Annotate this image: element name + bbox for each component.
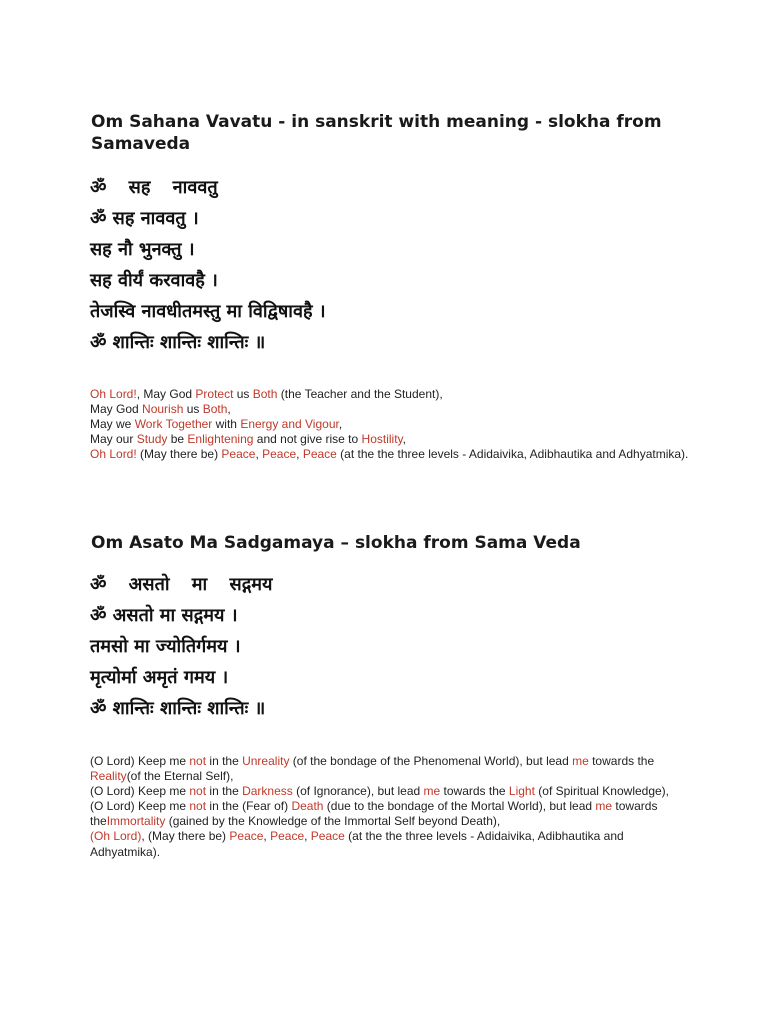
meaning-text: , (255, 447, 263, 462)
meaning-highlight: Peace (262, 447, 297, 462)
meaning-highlight: Peace (302, 447, 337, 462)
sloka-line: ॐ सह नाववतु । (90, 208, 199, 229)
meaning-highlight: Study (136, 432, 168, 447)
meaning-text: towards the (440, 784, 509, 799)
meaning-text: (at the the three levels - Adidaivika, Adibhautika and Adhyatmika). (336, 447, 689, 462)
meaning-highlight: me (423, 784, 441, 799)
meaning-text: , (304, 829, 311, 844)
meaning-highlight: Enlightening (187, 432, 254, 447)
section1-sloka (90, 172, 326, 358)
meaning-text: (O Lord) Keep me (90, 784, 190, 799)
sloka-line: तमसो मा ज्योतिर्गमय । (90, 636, 241, 657)
sloka-line: सह वीर्यं करवावहै । (90, 270, 218, 291)
meaning-text: (of Ignorance), but lead (292, 784, 424, 799)
meaning-text: May our (90, 432, 137, 447)
sloka-line: सह नौ भुनक्तु । (90, 239, 195, 260)
meaning-text: (due to the bondage of the Mortal World), but lead (323, 799, 596, 814)
meaning-text: us (183, 402, 203, 417)
meaning-text: , (227, 402, 231, 417)
meaning-text: (the Teacher and the Student), (277, 387, 443, 401)
meaning-text: (of the Eternal Self), (126, 769, 234, 784)
meaning-text: towards the (588, 754, 655, 768)
meaning-highlight: Peace (270, 829, 305, 844)
meaning-text: towards the (90, 799, 658, 829)
meaning-text: (gained by the Knowledge of the Immortal Self beyond Death), (165, 814, 501, 829)
meaning-highlight: Immortality (106, 814, 166, 829)
sloka-line: मृत्योर्मा अमृतं गमय । (90, 667, 229, 688)
meaning-text: be (167, 432, 188, 447)
meaning-highlight: not (189, 754, 207, 768)
meaning-text: , (338, 417, 343, 432)
meaning-highlight: Oh Lord! (90, 447, 137, 462)
meaning-text: us (233, 387, 253, 401)
sloka-line: ॐ शान्तिः शान्तिः शान्तिः ॥ (90, 698, 266, 719)
meaning-text: , (402, 432, 406, 447)
meaning-highlight: me (572, 754, 589, 768)
section2-title: Om Asato Ma Sadgamaya – slokha from Sama Veda (91, 533, 581, 553)
meaning-highlight: Both (252, 387, 278, 401)
meaning-text: with (212, 417, 241, 432)
meaning-text: , May God (136, 387, 196, 401)
meaning-text: (at the the three levels - Adidaivika, Adibhautika and Adhyatmika). (90, 829, 624, 859)
meaning-highlight: Darkness (242, 784, 293, 799)
meaning-highlight: Light (508, 784, 535, 799)
meaning-text: and not give rise to (253, 432, 362, 447)
meaning-highlight: not (189, 784, 207, 799)
meaning-text: May we (90, 417, 135, 432)
meaning-highlight: Both (202, 402, 228, 417)
meaning-highlight: Protect (195, 387, 234, 401)
section1-meaning (90, 387, 690, 462)
meaning-text: (of Spiritual Knowledge), (534, 784, 670, 799)
meaning-highlight: Unreality (242, 754, 290, 768)
meaning-text: in the (206, 754, 243, 768)
meaning-text: in the (Fear of) (206, 799, 292, 814)
meaning-highlight: Energy and Vigour (240, 417, 339, 432)
meaning-highlight: Hostility (361, 432, 403, 447)
meaning-highlight: Nourish (142, 402, 184, 417)
meaning-text: (of the bondage of the Phenomenal World), but lead (289, 754, 573, 768)
meaning-highlight: Reality (90, 769, 127, 784)
meaning-text: (May there be) (136, 447, 222, 462)
meaning-text: (O Lord) Keep me (90, 754, 190, 768)
sloka-line: तेजस्वि नावधीतमस्तु मा विद्विषावहै । (90, 301, 326, 322)
meaning-highlight: Work Together (134, 417, 213, 432)
meaning-highlight: (Oh Lord) (90, 829, 142, 844)
meaning-text: in the (206, 784, 243, 799)
meaning-highlight: Peace (229, 829, 264, 844)
section2-sloka (90, 569, 272, 724)
meaning-highlight: Peace (310, 829, 345, 844)
meaning-highlight: Peace (221, 447, 256, 462)
meaning-text: , (296, 447, 303, 462)
meaning-text: May God (90, 402, 143, 417)
section2-meaning (90, 754, 690, 860)
meaning-highlight: me (595, 799, 613, 814)
meaning-text: , (May there be) (141, 829, 230, 844)
meaning-highlight: not (189, 799, 207, 814)
section1-title: Om Sahana Vavatu - in sanskrit with meaning - slokha from Samaveda (91, 112, 662, 154)
meaning-text: , (263, 829, 271, 844)
sloka-line: ॐ असतो मा सद्गमय (90, 574, 273, 595)
meaning-highlight: Death (291, 799, 324, 814)
sloka-line: ॐ सह नाववतु (90, 177, 218, 198)
meaning-text: (O Lord) Keep me (90, 799, 190, 814)
sloka-line: ॐ शान्तिः शान्तिः शान्तिः ॥ (90, 332, 266, 353)
sloka-line: ॐ असतो मा सद्गमय । (90, 605, 238, 626)
meaning-highlight: Oh Lord! (90, 387, 137, 401)
